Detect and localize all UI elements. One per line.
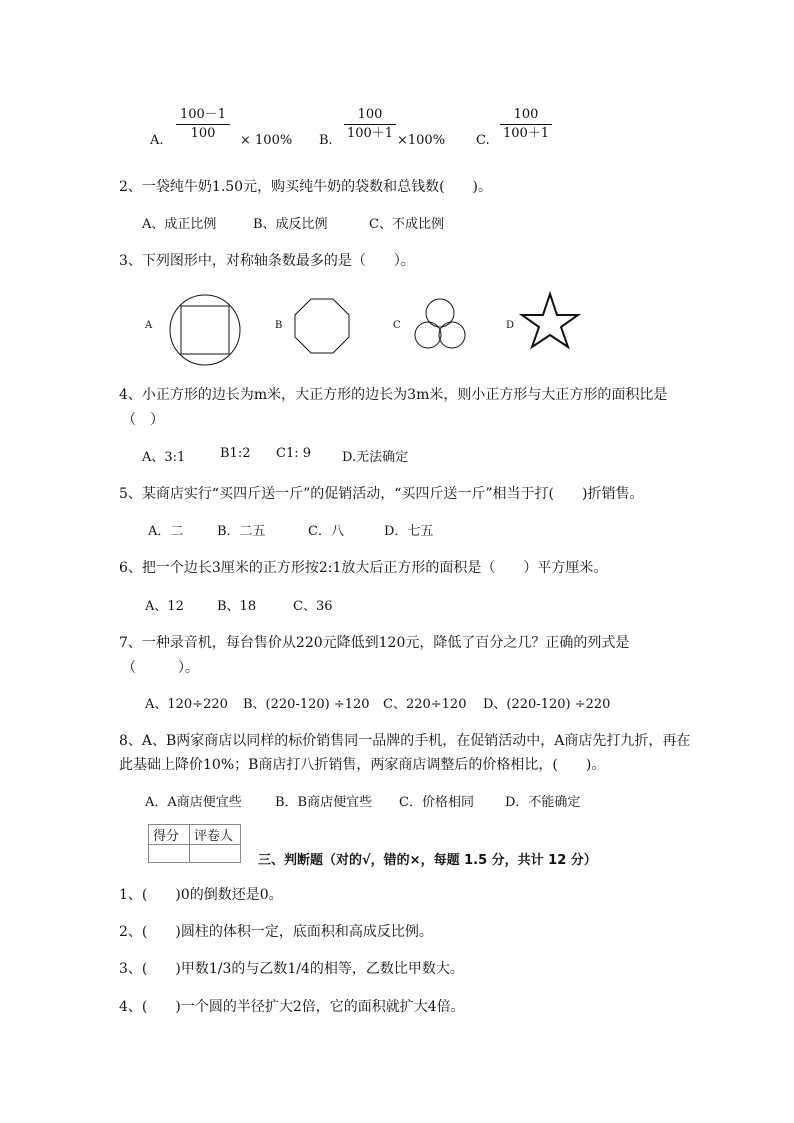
- q4-option-a: A、3:1: [142, 450, 186, 465]
- question-5: 5、某商店实行“买四斤送一斤”的促销活动，“买四斤送一斤”相当于打( )折销售。: [119, 486, 644, 502]
- q1-a-numerator: 100－1: [179, 107, 227, 122]
- q5-option-d: D．七五: [384, 524, 434, 539]
- q8-option-a: A．A商店便宜些: [145, 795, 242, 810]
- q1-c-numerator: 100: [513, 107, 539, 122]
- star-shape: [522, 294, 578, 347]
- grader-cell[interactable]: [190, 845, 241, 863]
- q7-option-c: C、220÷120: [383, 697, 467, 712]
- question-8-line-2: 此基础上降价10%；B商店打八折销售，两家商店调整后的价格相比，( )。: [119, 757, 606, 773]
- q8-option-c: C．价格相同: [399, 795, 474, 810]
- q3-shapes: [160, 290, 600, 370]
- q1-option-c-label: C.: [476, 133, 490, 148]
- question-4-line-1: 4、小正方形的边长为m米，大正方形的边长为3m米，则小正方形与大正方形的面积比是: [119, 387, 668, 403]
- question-4-line-2: （ ）: [122, 412, 164, 428]
- q5-option-b: B．二五: [217, 524, 266, 539]
- q3-label-d: D: [506, 320, 515, 331]
- q4-option-b: B1:2: [220, 446, 251, 461]
- q3-label-a: A: [145, 320, 153, 331]
- q7-option-d: D、(220-120) ÷220: [483, 697, 611, 712]
- octagon-shape: [295, 299, 349, 353]
- question-3: 3、下列图形中，对称轴条数最多的是（ ）。: [119, 253, 415, 269]
- q4-option-c: C1: 9: [276, 446, 312, 461]
- q1-option-a-multiplier: × 100%: [240, 133, 293, 148]
- q1-option-c-fraction: [500, 106, 552, 143]
- score-header: 得分: [149, 825, 190, 845]
- q6-option-a: A、12: [145, 599, 184, 614]
- q2-option-a: A、成正比例: [142, 217, 217, 232]
- q5-option-a: A．二: [148, 524, 184, 539]
- grader-header: 评卷人: [190, 825, 241, 845]
- question-6: 6、把一个边长3厘米的正方形按2:1放大后正方形的面积是（ ）平方厘米。: [119, 560, 608, 576]
- question-7-line-2: （ ）。: [122, 660, 199, 676]
- circle-with-square-shape: [170, 295, 240, 365]
- three-circles-shape: [415, 299, 465, 348]
- q1-b-numerator: 100: [357, 107, 383, 122]
- q1-option-a-fraction: [176, 106, 230, 143]
- judge-item-1: 1、( )0的倒数还是0。: [119, 887, 283, 903]
- q3-label-c: C: [393, 320, 401, 331]
- q1-c-denominator: 100＋1: [502, 126, 550, 141]
- judge-item-3: 3、( )甲数1/3的与乙数1/4的相等，乙数比甲数大。: [119, 961, 464, 977]
- q1-a-denominator: 100: [190, 126, 216, 141]
- score-cell[interactable]: [149, 845, 190, 863]
- q1-b-denominator: 100＋1: [346, 126, 394, 141]
- q7-option-a: A、120÷220: [145, 697, 228, 712]
- question-8-line-1: 8、A、B两家商店以同样的标价销售同一品牌的手机，在促销活动中，A商店先打九折，再在: [119, 733, 691, 749]
- q1-option-a-label: A.: [150, 133, 164, 148]
- q2-option-b: B、成反比例: [253, 217, 328, 232]
- q7-option-b: B、(220-120) ÷120: [243, 697, 370, 712]
- q3-label-b: B: [275, 320, 283, 331]
- q5-option-c: C．八: [308, 524, 344, 539]
- section-3-title: 三、判断题（对的√，错的×，每题 1.5 分，共计 12 分）: [258, 853, 597, 868]
- question-2: 2、一袋纯牛奶1.50元，购买纯牛奶的袋数和总钱数( )。: [119, 179, 493, 195]
- q2-option-c: C、不成比例: [369, 217, 444, 232]
- q1-option-b-multiplier: ×100%: [397, 133, 446, 148]
- q8-option-b: B．B商店便宜些: [275, 795, 373, 810]
- q1-option-b-fraction: [344, 106, 396, 143]
- judge-item-2: 2、( )圆柱的体积一定，底面积和高成反比例。: [119, 924, 433, 940]
- judge-item-4: 4、( )一个圆的半径扩大2倍，它的面积就扩大4倍。: [119, 999, 465, 1015]
- q6-option-b: B、18: [217, 599, 257, 614]
- q6-option-c: C、36: [293, 599, 333, 614]
- q1-option-b-label: B.: [319, 133, 333, 148]
- score-table: [148, 824, 241, 863]
- q8-option-d: D．不能确定: [505, 795, 581, 810]
- q4-option-d: D.无法确定: [342, 450, 409, 465]
- question-7-line-1: 7、一种录音机，每台售价从220元降低到120元，降低了百分之几？正确的列式是: [119, 635, 630, 651]
